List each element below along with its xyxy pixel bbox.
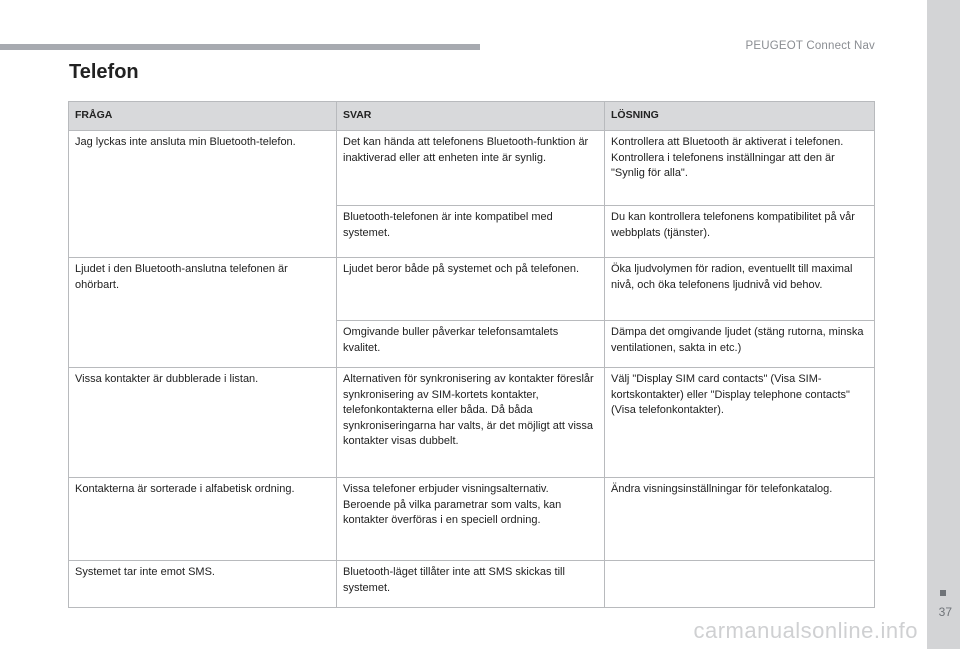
answer-cell: Bluetooth-läget tillåter inte att SMS skickas till systemet.	[337, 561, 605, 608]
column-header-solution: LÖSNING	[605, 102, 875, 131]
page-number: 37	[938, 605, 952, 619]
table-row	[69, 478, 875, 561]
answer-cell: Omgivande buller påverkar telefonsamtalets kvalitet.	[337, 321, 605, 368]
table-row	[69, 368, 875, 478]
table-row	[69, 258, 875, 321]
solution-cell: Välj "Display SIM card contacts" (Visa SIM-kortskontakter) eller "Display telephone contacts" (Visa telefonkontakter).	[605, 368, 875, 478]
solution-cell: Kontrollera att Bluetooth är aktiverat i telefonen. Kontrollera i telefonens inställningar att den är "Synlig för alla".	[605, 131, 875, 206]
header-rule	[0, 44, 480, 50]
question-cell: Jag lyckas inte ansluta min Bluetooth-telefon.	[69, 131, 337, 258]
solution-cell: Öka ljudvolymen för radion, eventuellt till maximal nivå, och öka telefonens ljudnivå vid behov.	[605, 258, 875, 321]
watermark: carmanualsonline.info	[693, 618, 918, 643]
answer-cell: Bluetooth-telefonen är inte kompatibel med systemet.	[337, 206, 605, 258]
page-title: Telefon	[69, 61, 139, 83]
solution-cell: Dämpa det omgivande ljudet (stäng rutorna, minska ventilationen, sakta in etc.)	[605, 321, 875, 368]
solution-cell: Du kan kontrollera telefonens kompatibilitet på vår webbplats (tjänster).	[605, 206, 875, 258]
answer-cell: Alternativen för synkronisering av kontakter föreslår synkronisering av SIM-kortets kontakter, telefonkontakterna eller båda. Då båda synkroniseringarna har valts, är det möjligt att vissa kontakter visas dubbelt.	[337, 368, 605, 478]
solution-cell	[605, 561, 875, 608]
brand-label: PEUGEOT Connect Nav	[745, 40, 875, 52]
answer-cell: Det kan hända att telefonens Bluetooth-funktion är inaktiverad eller att enheten inte är synlig.	[337, 131, 605, 206]
question-cell: Systemet tar inte emot SMS.	[69, 561, 337, 608]
answer-cell: Ljudet beror både på systemet och på telefonen.	[337, 258, 605, 321]
question-cell: Ljudet i den Bluetooth-anslutna telefonen är ohörbart.	[69, 258, 337, 368]
question-cell: Kontakterna är sorterade i alfabetisk ordning.	[69, 478, 337, 561]
column-header-question: FRÅGA	[69, 102, 337, 131]
question-cell: Vissa kontakter är dubblerade i listan.	[69, 368, 337, 478]
table-row	[69, 131, 875, 206]
page-edge-bar	[927, 0, 960, 649]
table-row	[69, 561, 875, 608]
column-header-answer: SVAR	[337, 102, 605, 131]
page-marker-icon	[940, 590, 946, 596]
solution-cell: Ändra visningsinställningar för telefonkatalog.	[605, 478, 875, 561]
answer-cell: Vissa telefoner erbjuder visningsalternativ. Beroende på vilka parametrar som valts, kan kontakter överföras i en speciell ordning.	[337, 478, 605, 561]
faq-table	[68, 101, 875, 608]
table-header-row	[69, 102, 875, 131]
